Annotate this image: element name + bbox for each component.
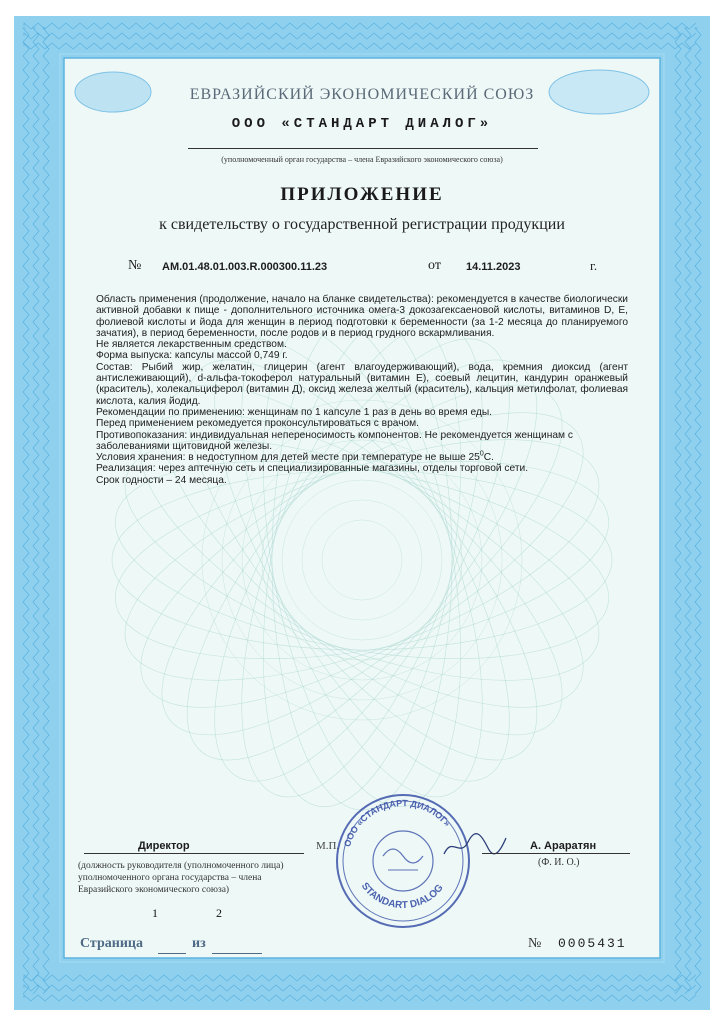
eaeu-heading: ЕВРАЗИЙСКИЙ ЭКОНОМИЧЕСКИЙ СОЮЗ <box>189 86 535 103</box>
fio-note: (Ф. И. О.) <box>538 857 580 868</box>
scope-paragraph: Область применения (продолжение, начало на бланке свидетельства): рекомендуется в качестве биологически активной добавки к пище - дополнительного источника омега-3 докозагексаеновой кислоты, витаминов D, E, фолиевой кислоты и йода для женщин в период подготовки к беременности (за 1-2 месяца до планируемого зачатия), в период беременности, после родов и в период грудного вскармливания. <box>96 294 628 339</box>
organization-stamp <box>328 786 478 936</box>
stamp-place-label: М.П. <box>316 840 340 852</box>
position-line <box>84 853 304 854</box>
page-label: Страница <box>80 936 143 951</box>
storage-conditions <box>96 452 628 463</box>
signer-name: А. Араратян <box>530 840 597 852</box>
guilloche-circle <box>282 480 442 640</box>
registration-date: 14.11.2023 <box>466 261 521 273</box>
of-label: из <box>192 936 206 951</box>
page-total-line <box>212 953 262 954</box>
document-subtitle: к свидетельству о государственной регистрации продукции <box>159 216 565 233</box>
svg-text:ООО «СТАНДАРТ ДИАЛОГ» <box>342 798 452 848</box>
page-current-line <box>158 953 186 954</box>
page-total: 2 <box>216 906 222 920</box>
year-suffix: г. <box>590 258 598 273</box>
not-medicine-note: Не является лекарственным средством. <box>96 339 287 351</box>
signer-line <box>482 853 630 854</box>
position-note: (должность руководителя (уполномоченного лица) уполномоченного органа государства – члена Евразийского экономического союза) <box>78 861 284 895</box>
serial-number: 0005431 <box>558 936 627 951</box>
certificate-body <box>96 294 628 486</box>
number-mark: № <box>128 258 142 273</box>
consult-note: Перед применением рекомедуется проконсультироваться с врачом. <box>96 418 420 430</box>
registration-number: AM.01.48.01.003.R.000300.11.23 <box>162 261 328 273</box>
date-prefix: от <box>428 258 441 273</box>
distribution: Реализация: через аптечную сеть и специализированные магазины, отделы торговой сети. <box>96 463 529 475</box>
shelf-life: Срок годности – 24 месяца. <box>96 474 227 486</box>
contraindications: Противопоказания: индивидуальная непереносимость компонентов. Не рекомендуется женщинам с заболеваниями щитовидной железы. <box>96 429 573 452</box>
storage-text: Условия хранения: в недоступном для детей месте при температуре не выше 25 <box>96 452 480 464</box>
stamp-text-latin: STANDART DIALOG <box>358 880 446 912</box>
svg-text:STANDART DIALOG <box>359 881 446 911</box>
storage-unit: С. <box>483 452 494 464</box>
guilloche-circle <box>322 520 402 600</box>
guilloche-circle <box>262 460 462 660</box>
organization-note: (уполномоченный орган государства – члена Евразийского экономического союза) <box>221 155 503 164</box>
guilloche-circle <box>302 500 422 620</box>
serial-mark: № <box>528 936 542 951</box>
degree-mark: 0 <box>479 450 484 458</box>
stamp-text: ООО «СТАНДАРТ ДИАЛОГ» <box>342 797 453 848</box>
organization-name: ООО «СТАНДАРТ ДИАЛОГ» <box>231 116 493 132</box>
usage-recommendations: Рекомендации по применению: женщинам по 1 капсуле 1 раз в день во время еды. <box>96 406 493 418</box>
handwritten-signature <box>440 832 510 860</box>
release-form: Форма выпуска: капсулы массой 0,749 г. <box>96 350 288 362</box>
page-current: 1 <box>152 906 158 920</box>
composition-paragraph: Состав: Рыбий жир, желатин, глицерин (агент влагоудерживающий), вода, кремния диоксид (агент антислеживающий), d-альфа-токоферол натуральный (витамин Е), соевый лецитин, кандурин оранжевый (краситель), холекальциферол (витамин Д), оксид железа желтый (краситель), кальция метилфолат, фолиевая кислота, калия йодид. <box>96 361 628 407</box>
document-title: ПРИЛОЖЕНИЕ <box>280 184 444 205</box>
position-title: Директор <box>138 840 190 852</box>
organization-underline <box>188 148 538 149</box>
